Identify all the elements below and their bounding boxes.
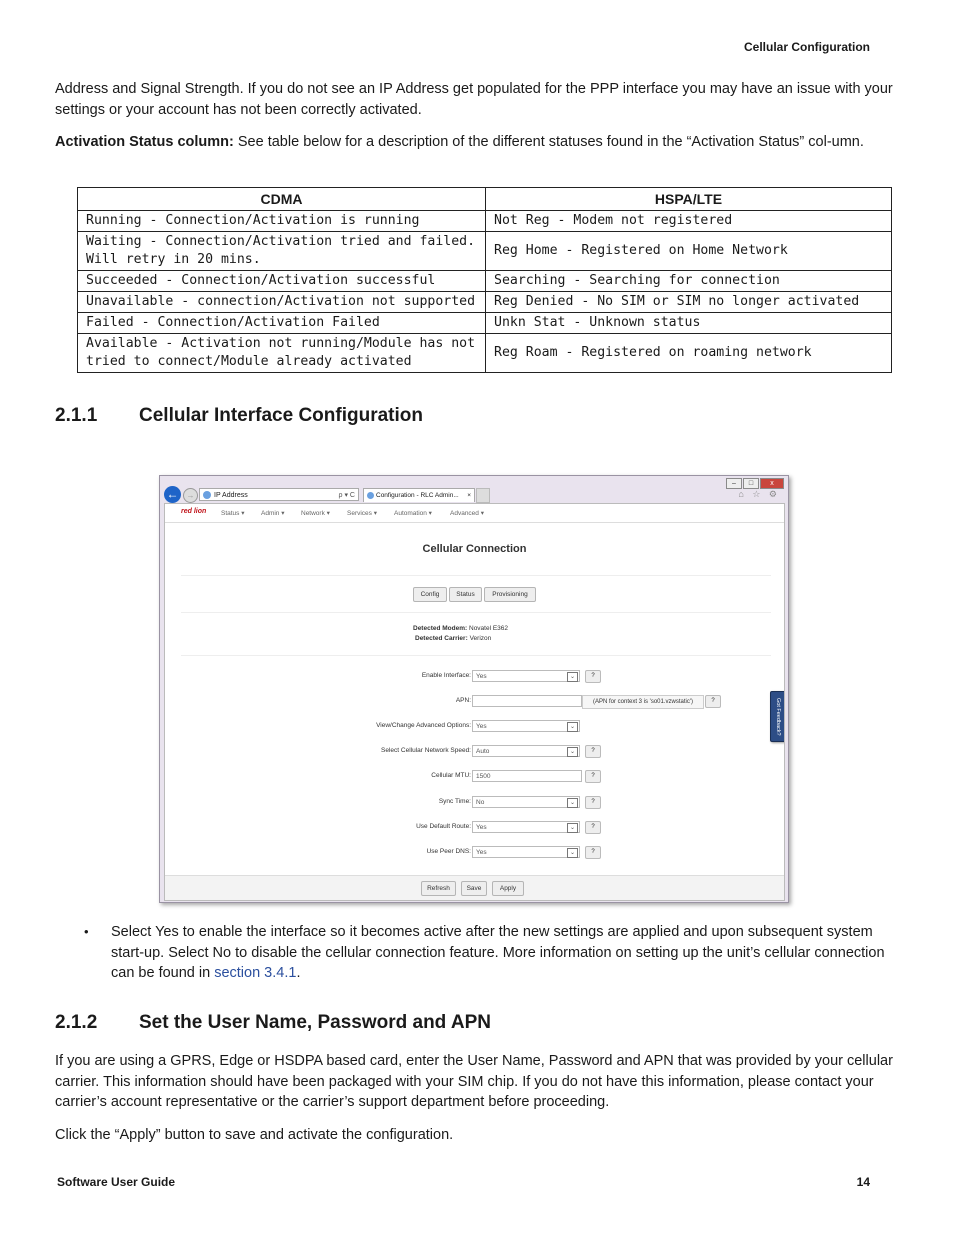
tab-config[interactable]: Config [413,587,447,602]
bullet-text-end: . [296,965,301,981]
apn-label: APN: [455,697,471,704]
default-route-value: Yes [476,824,487,831]
nav-automation[interactable]: Automation ▾ [394,510,432,517]
nav-bar [165,504,784,523]
table-cell: Reg Roam - Registered on roaming network [486,334,892,373]
apn-input[interactable] [472,695,582,707]
default-route-select[interactable] [472,821,580,833]
detected-modem [413,625,508,632]
table-row [78,334,892,373]
help-icon[interactable]: ? [585,745,601,758]
maximize-icon[interactable]: □ [743,478,759,489]
peer-dns-value: Yes [476,849,487,856]
address-text: IP Address [214,492,248,499]
section-title: Set the User Name, Password and APN [139,1012,491,1033]
apply-instruction: Click the “Apply” button to save and activate the configuration. [55,1127,454,1143]
enable-interface-label: Enable Interface: [421,672,471,679]
body-paragraph: If you are using a GPRS, Edge or HSDPA based card, enter the User Name, Password and APN that was provided by your cellular carrier. This information should have been packaged with your SIM chip. If you do not have this information, please contact your carrier’s account representative or the carrier’s support department before proceeding. [55,1053,893,1110]
page-number: 14 [856,1175,870,1189]
table-cell: Searching - Searching for connection [486,271,892,292]
feedback-tab[interactable]: Got Feedback? [770,691,785,742]
table-cell: Not Reg - Modem not registered [486,211,892,232]
network-speed-select[interactable] [472,745,580,757]
table-cell: Failed - Connection/Activation Failed [78,313,486,334]
chevron-down-icon: ⌄ [567,722,578,732]
save-button[interactable]: Save [461,881,487,896]
help-icon[interactable]: ? [585,821,601,834]
detected-carrier [415,635,491,642]
window-controls [726,478,784,489]
network-speed-label: Select Cellular Network Speed: [381,747,471,754]
detected-carrier-label: Detected Carrier: [415,635,468,642]
table-cell: Succeeded - Connection/Activation successful [78,271,486,292]
section-number: 2.1.2 [55,1012,98,1033]
nav-admin[interactable]: Admin ▾ [261,510,285,517]
advanced-options-label: View/Change Advanced Options: [376,722,471,729]
section-link[interactable]: section 3.4.1 [214,965,297,981]
form-button-bar [165,875,784,901]
section-heading-2-1-1 [55,405,423,427]
table-row [78,313,892,334]
nav-network[interactable]: Network ▾ [301,510,330,517]
back-arrow-icon[interactable]: ← [164,486,181,503]
red-lion-logo[interactable]: red lion [181,508,207,515]
enable-interface-value: Yes [476,673,487,680]
peer-dns-label: Use Peer DNS: [426,848,471,855]
page-title: Cellular Connection [422,543,527,555]
nav-status[interactable]: Status ▾ [221,510,245,517]
table-row [78,271,892,292]
table-cell: Available - Activation not running/Module has not tried to connect/Module already activated [78,334,486,373]
new-tab-button[interactable] [476,488,490,503]
cellular-mtu-input[interactable]: 1500 [472,770,582,782]
divider [181,575,771,576]
table-row [78,211,892,232]
enable-interface-select[interactable] [472,670,580,682]
browser-screenshot [159,475,789,903]
detected-modem-value: Novatel E362 [469,625,509,632]
web-page [164,503,785,901]
footer-title: Software User Guide [57,1175,176,1189]
section-number: 2.1.1 [55,405,98,426]
chevron-down-icon: ⌄ [567,823,578,833]
peer-dns-select[interactable] [472,846,580,858]
sync-time-value: No [476,799,485,806]
activation-status-label: Activation Status column: [55,134,234,150]
bullet-text: Select Yes to enable the interface so it becomes active after the new settings are applied and upon subsequent system start-up. Select No to disable the cellular connection feature. More information on setting up the unit’s cellular connection can be found in [111,924,885,981]
table-cell: Reg Denied - No SIM or SIM no longer activated [486,292,892,313]
browser-tab[interactable] [363,488,475,502]
detected-carrier-value: Verizon [469,635,492,642]
chevron-down-icon: ⌄ [567,672,578,682]
help-icon[interactable]: ? [585,770,601,783]
help-icon[interactable]: ? [705,695,721,708]
table-cell: Running - Connection/Activation is running [78,211,486,232]
activation-status-table [77,187,892,373]
sync-time-label: Sync Time: [438,798,471,805]
minimize-icon[interactable]: – [726,478,742,489]
tab-close-icon[interactable]: × [467,492,471,499]
table-row [78,232,892,271]
apn-hint: (APN for context 3 is 'so01.vzwstatic') [582,695,704,709]
intro-paragraph: Address and Signal Strength. If you do not see an IP Address get populated for the PPP interface you may have an issue with your settings or your account has not been correctly activated. [55,81,893,118]
activation-status-text: See table below for a description of the different statuses found in the “Activation Status” col-umn. [233,134,864,150]
network-speed-value: Auto [476,748,490,755]
sync-time-select[interactable] [472,796,580,808]
table-header-hspa-lte: HSPA/LTE [486,188,892,211]
tab-title: Configuration - RLC Admin... [376,492,459,499]
table-header-cdma: CDMA [78,188,486,211]
divider [181,655,771,656]
running-header: Cellular Configuration [744,40,870,54]
tab-provisioning[interactable]: Provisioning [484,587,536,602]
divider [181,612,771,613]
cellular-mtu-label: Cellular MTU: [431,772,471,779]
section-title: Cellular Interface Configuration [139,405,423,426]
table-cell: Reg Home - Registered on Home Network [486,232,892,271]
help-icon[interactable]: ? [585,796,601,809]
apply-button[interactable]: Apply [492,881,524,896]
chevron-down-icon: ⌄ [567,798,578,808]
page-icon [203,491,211,499]
address-tools-icon[interactable]: ρ ▾ C [338,492,355,499]
browser-toolbar-icons[interactable]: ⌂ ☆ ⚙ [738,489,780,499]
address-bar[interactable] [199,488,359,501]
nav-services[interactable]: Services ▾ [347,510,377,517]
default-route-label: Use Default Route: [416,823,471,830]
refresh-button[interactable]: Refresh [421,881,456,896]
tab-favicon-icon [367,492,374,499]
table-cell: Unavailable - connection/Activation not supported [78,292,486,313]
table-cell: Unkn Stat - Unknown status [486,313,892,334]
help-icon[interactable]: ? [585,670,601,683]
advanced-options-value: Yes [476,723,487,730]
bullet-icon: • [84,924,89,939]
advanced-options-select[interactable] [472,720,580,732]
table-cell: Waiting - Connection/Activation tried and failed. Will retry in 20 mins. [78,232,486,271]
section-heading-2-1-2 [55,1012,491,1034]
nav-advanced[interactable]: Advanced ▾ [450,510,484,517]
tab-status[interactable]: Status [449,587,482,602]
bullet-paragraph [111,922,891,984]
chevron-down-icon: ⌄ [567,848,578,858]
close-icon[interactable]: x [760,478,784,489]
detected-modem-label: Detected Modem: [413,625,468,632]
activation-status-paragraph [55,132,895,153]
help-icon[interactable]: ? [585,846,601,859]
forward-arrow-icon[interactable]: → [183,488,198,503]
chevron-down-icon: ⌄ [567,747,578,757]
table-row [78,292,892,313]
